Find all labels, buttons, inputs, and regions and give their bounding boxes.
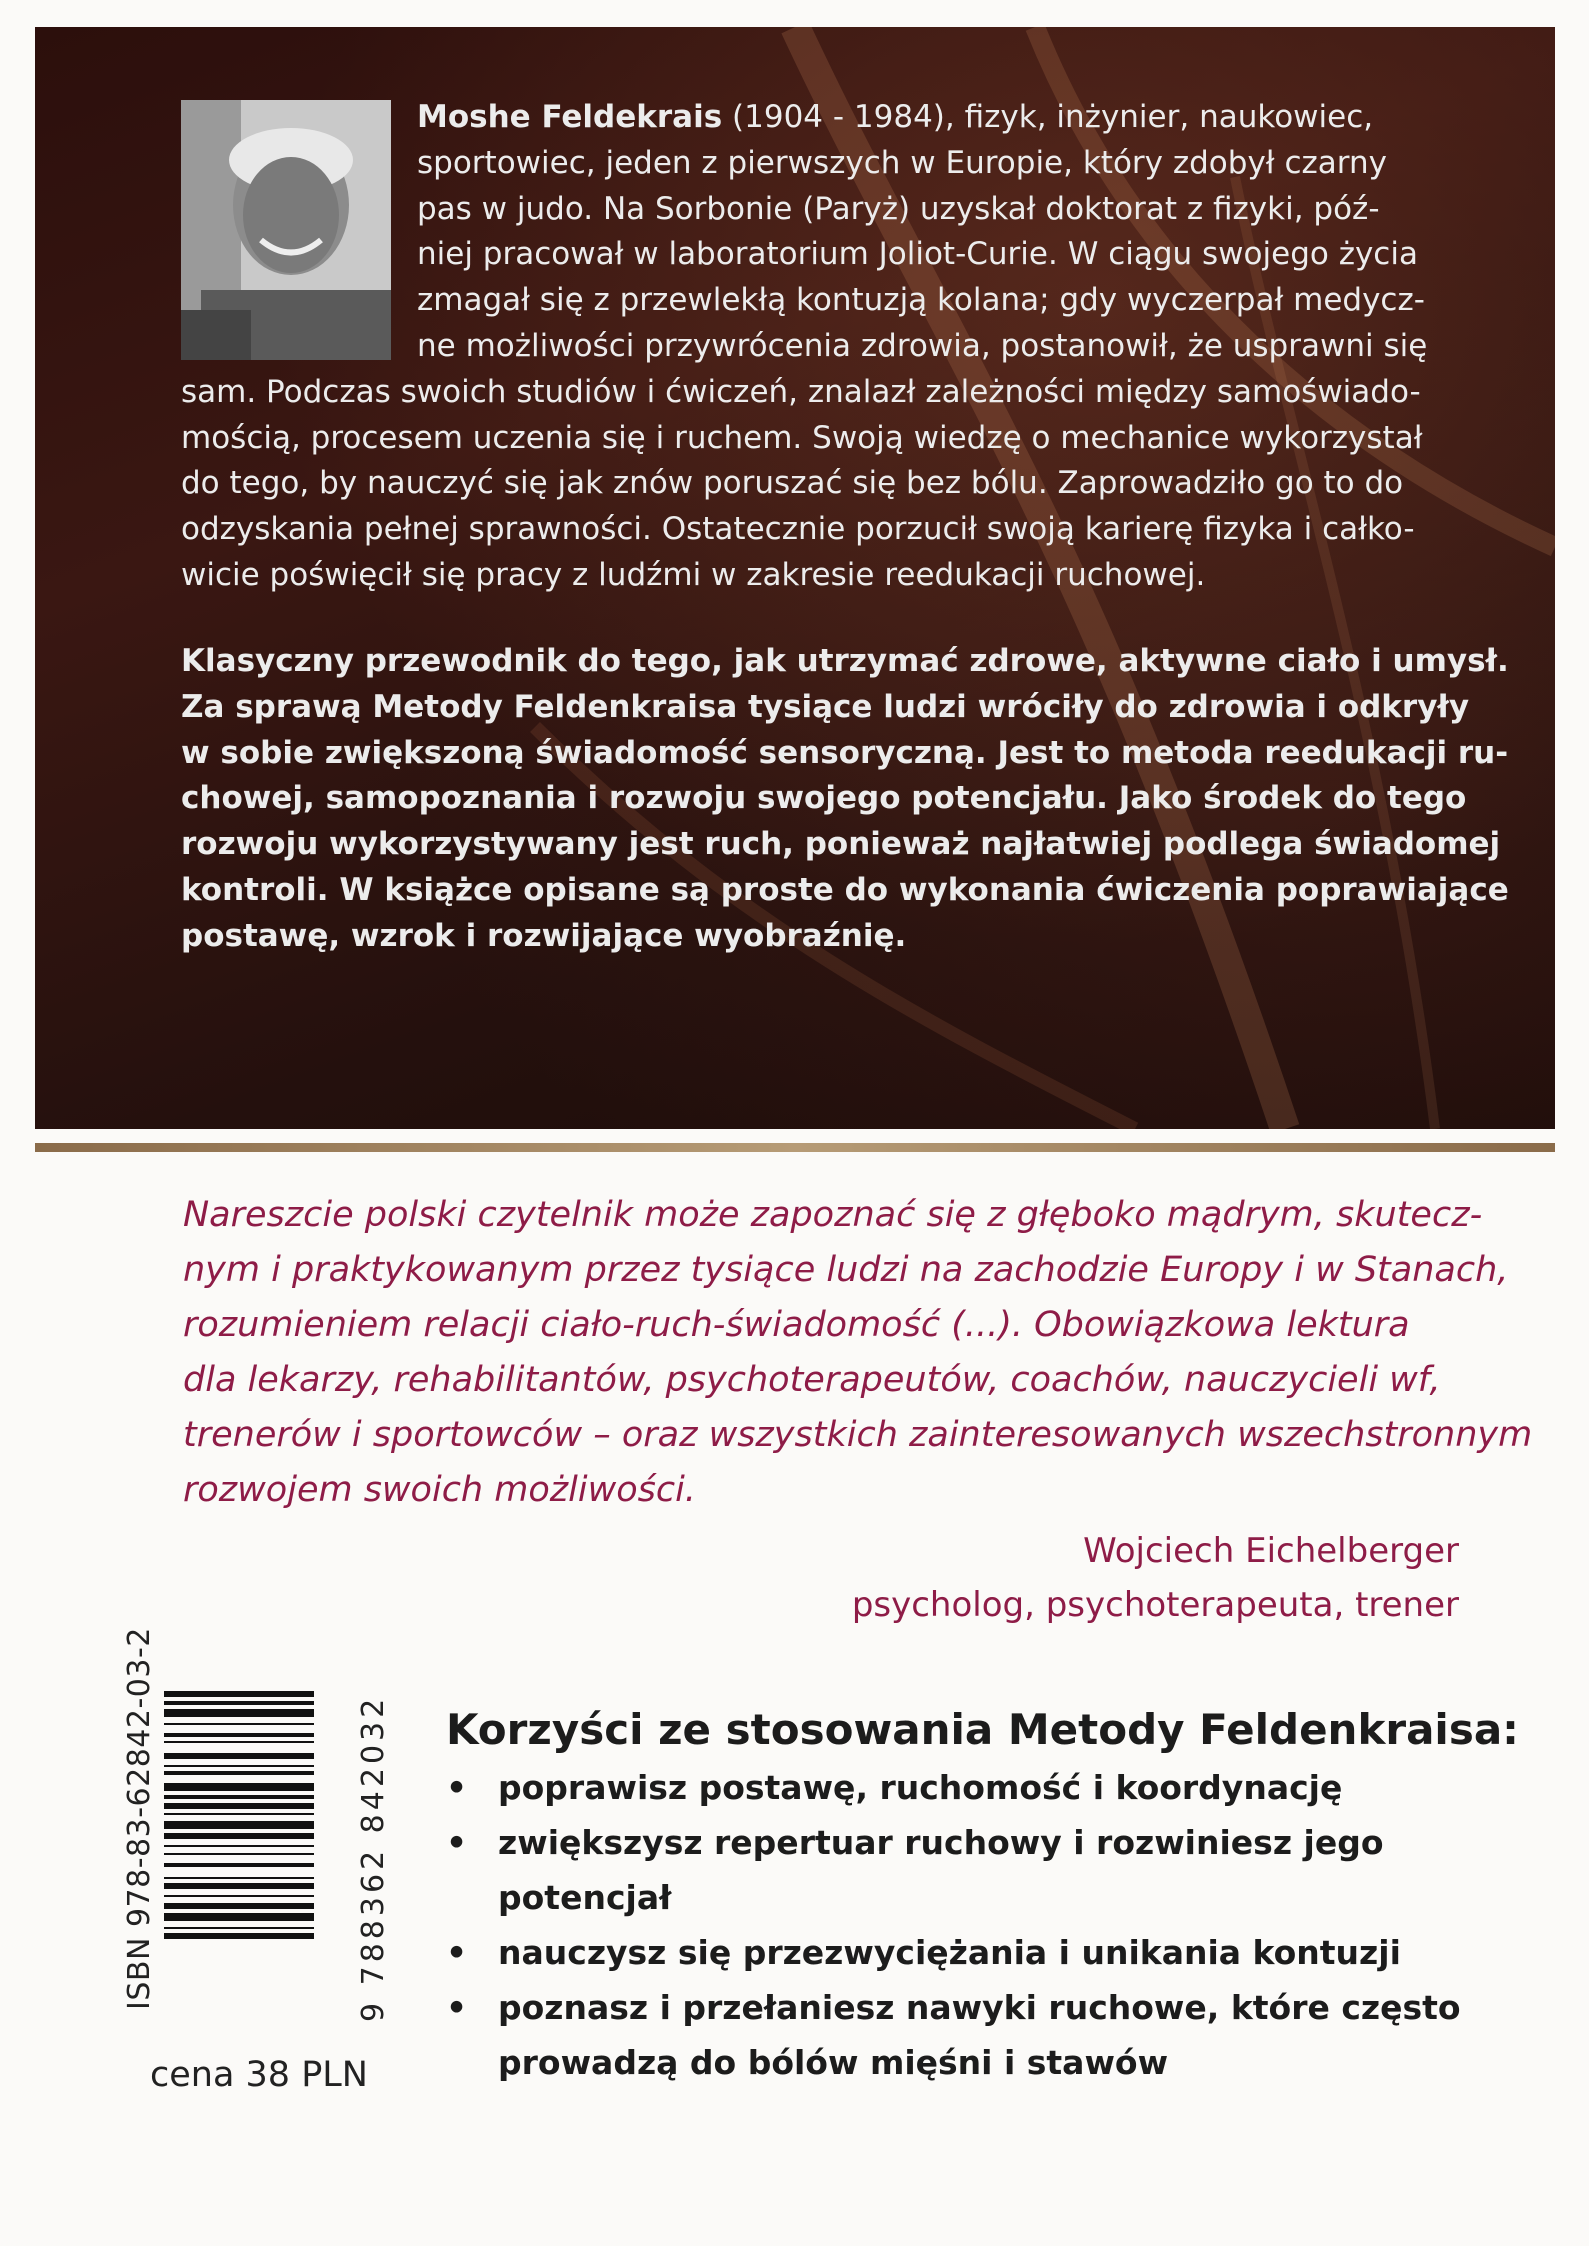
barcode-bar [164,1701,314,1705]
quote-line: rozwojem swoich możliwości. [183,1470,696,1510]
quote-line: nym i praktykowanym przez tysiące ludzi na zachodzie Europy i w Stanach, [183,1250,1509,1290]
barcode-bar [164,1753,314,1759]
barcode-bar [164,1833,314,1839]
barcode-bar [164,1863,314,1867]
quote-author-title: psycholog, psychoterapeuta, trener [851,1585,1459,1625]
barcode-bar [164,1883,314,1889]
barcode-digits: 9 788362 842032 [356,1694,391,2022]
barcode-bar [164,1903,314,1909]
bio-line-10: wicie poświęcił się pracy z ludźmi w zakresie reedukacji ruchowej. [181,557,1206,593]
isbn-label: ISBN 978-83-62842-03-2 [122,1627,157,2010]
barcode-bar [164,1877,314,1879]
benefits-title: Korzyści ze stosowania Metody Feldenkraisa: [446,1705,1519,1754]
bio-line-8: do tego, by nauczyć się jak znów poruszać się bez bólu. Zaprowadziło go to do [181,465,1404,502]
barcode-bar [164,1821,314,1829]
barcode [124,1683,360,2053]
barcode-bar [164,1795,314,1799]
bio-line-3: niej pracował w laboratorium Joliot-Curie. W ciągu swojego życia [417,236,1418,273]
barcode-bar [164,1813,314,1815]
quote-line: dla lekarzy, rehabilitantów, psychoterapeutów, coachów, nauczycieli wf, [183,1360,1441,1400]
bio-line-6: sam. Podczas swoich studiów i ćwiczeń, znalazł zależności między samoświado- [181,373,1421,410]
quote-line: trenerów i sportowców – oraz wszystkich zainteresowanych wszechstronnym [183,1415,1533,1455]
barcode-bar [164,1803,314,1809]
quote-line: Nareszcie polski czytelnik może zapoznać się z głęboko mądrym, skutecz- [183,1195,1483,1235]
barcode-bar [164,1933,314,1939]
bio-line-1: sportowiec, jeden z pierwszych w Europie, który zdobył czarny [417,144,1387,181]
endorsement-quote [183,1188,1533,1518]
barcode-bar [164,1783,314,1791]
bio-name: Moshe Feldekrais [417,99,723,135]
gold-divider-bar [35,1143,1555,1152]
barcode-bar [164,1733,314,1737]
barcode-bar [164,1913,314,1921]
barcode-bar [164,1691,314,1697]
price-label: cena 38 PLN [150,2055,368,2095]
bio-line-9: odzyskania pełnej sprawności. Ostatecznie porzucił swoją karierę fizyka i całko- [181,511,1415,548]
quote-attribution [852,1524,1459,1632]
barcode-bar [164,1845,314,1847]
desc-line-0: Klasyczny przewodnik do tego, jak utrzymać zdrowe, aktywne ciało i umysł. [181,643,1509,679]
benefit-item: • poznasz i przełaniesz nawyki ruchowe, które często prowadzą do bólów mięśni i stawów [446,1980,1506,2090]
benefit-item: • zwiększysz repertuar ruchowy i rozwiniesz jego potencjał [446,1815,1506,1925]
bio-line-7: mością, procesem uczenia się i ruchem. Swoją wiedzę o mechanice wykorzystał [181,419,1423,456]
barcode-bar [164,1709,314,1717]
benefit-item: • poprawisz postawę, ruchomość i koordynację [446,1760,1506,1815]
barcode-bar [164,1771,314,1775]
desc-line-6: postawę, wzrok i rozwijające wyobraźnię. [181,917,907,954]
barcode-bar [164,1895,314,1897]
barcode-bar [164,1723,314,1725]
barcode-bar [164,1927,314,1929]
quote-line: rozumieniem relacji ciało-ruch-świadomość (...). Obowiązkowa lektura [183,1305,1410,1345]
desc-line-2: w sobie zwiększoną świadomość sensoryczną. Jest to metoda reedukacji ru- [181,734,1509,771]
bio-line-0: (1904 - 1984), fizyk, inżynier, naukowiec, [722,99,1374,135]
desc-line-4: rozwoju wykorzystywany jest ruch, ponieważ najłatwiej podlega świadomej [181,826,1501,863]
bio-line-4: zmagał się z przewlekłą kontuzją kolana; gdy wyczerpał medycz- [417,282,1425,319]
bio-line-2: pas w judo. Na Sorbonie (Paryż) uzyskał doktorat z fizyki, póź- [417,190,1380,227]
dark-background-panel [35,27,1555,1129]
desc-line-5: kontroli. W książce opisane są proste do wykonania ćwiczenia poprawiające [181,872,1509,908]
quote-author: Wojciech Eichelberger [1083,1531,1459,1571]
bio-text [35,27,1555,1129]
bio-line-5: ne możliwości przywrócenia zdrowia, postanowił, że usprawni się [417,328,1428,364]
benefits-list [446,1760,1506,2090]
barcode-bar [164,1765,314,1767]
barcode-bar [164,1741,314,1743]
desc-line-1: Za sprawą Metody Feldenkraisa tysiące ludzi wróciły do zdrowia i odkryły [181,688,1470,725]
desc-line-3: chowej, samopoznania i rozwoju swojego potencjału. Jako środek do tego [181,780,1467,817]
barcode-bar [164,1853,314,1855]
benefit-item: • nauczysz się przezwyciężania i unikania kontuzji [446,1925,1506,1980]
